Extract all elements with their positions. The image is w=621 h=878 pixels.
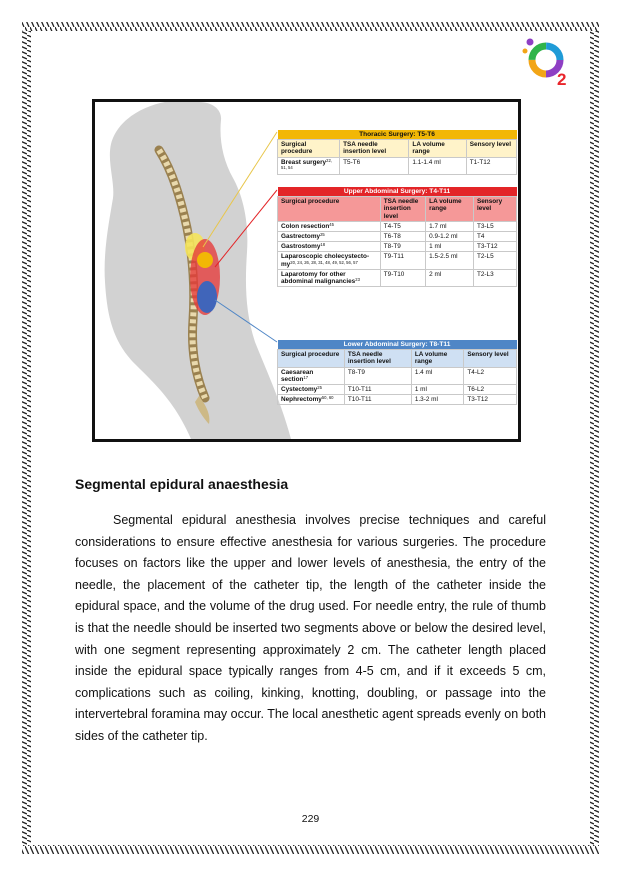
reference-superscript: 25 xyxy=(320,232,325,238)
table-row xyxy=(278,367,517,384)
la-cell: 1.5-2.5 ml xyxy=(426,252,474,269)
table-row xyxy=(278,252,517,269)
procedure-cell: Laparoscopic cholecystecto-my xyxy=(281,253,370,268)
procedure-cell: Laparotomy for other abdominal malignancies xyxy=(281,270,356,286)
tsa-cell: T8-T9 xyxy=(380,242,425,252)
tsa-cell: T5-T6 xyxy=(340,157,409,174)
reference-superscript: 23 xyxy=(355,277,360,283)
header-cell: TSA needle insertion level xyxy=(340,140,409,157)
reference-superscript: 45 xyxy=(329,221,334,227)
la-cell: 1 ml xyxy=(411,385,464,395)
tsa-cell: T8-T9 xyxy=(344,367,411,384)
sensory-cell: T4 xyxy=(473,232,516,242)
sensory-cell: T2-L5 xyxy=(473,252,516,269)
header-cell: Surgical procedure xyxy=(278,140,340,157)
header-cell: TSA needle insertion level xyxy=(344,350,411,367)
sensory-cell: T4-L2 xyxy=(464,367,517,384)
upper-table-title: Upper Abdominal Surgery: T4-T11 xyxy=(278,187,517,197)
procedure-cell: Colon resection xyxy=(281,222,330,230)
o2-logo xyxy=(522,36,578,88)
section-heading: Segmental epidural anaesthesia xyxy=(75,476,289,492)
table-row xyxy=(278,242,517,252)
reference-superscript: 18 xyxy=(320,242,326,248)
la-cell: 1 ml xyxy=(426,242,474,252)
table-row xyxy=(278,395,517,405)
header-cell: Surgical procedure xyxy=(278,350,345,367)
reference-superscript: 50, 60 xyxy=(321,395,334,401)
la-cell: 1.1-1.4 ml xyxy=(409,157,466,174)
header-cell: Surgical procedure xyxy=(278,197,381,222)
table-row xyxy=(278,221,517,231)
procedure-cell: Caesarean section xyxy=(281,368,314,383)
tsa-cell: T9-T11 xyxy=(380,252,425,269)
table-row xyxy=(278,385,517,395)
la-cell: 1.4 ml xyxy=(411,367,464,384)
la-cell: 0.9-1.2 ml xyxy=(426,232,474,242)
la-cell: 1.7 ml xyxy=(426,221,474,231)
sensory-cell: T1-T12 xyxy=(466,157,516,174)
table-row xyxy=(278,232,517,242)
tsa-cell: T10-T11 xyxy=(344,385,411,395)
thoracic-table xyxy=(277,130,517,175)
lower-abdominal-table xyxy=(277,340,517,405)
table-row xyxy=(278,157,517,174)
header-cell: TSA needle insertion level xyxy=(380,197,425,222)
la-cell: 2 ml xyxy=(426,269,474,286)
tsa-cell: T4-T5 xyxy=(380,221,425,231)
thoracic-table-title: Thoracic Surgery: T5-T6 xyxy=(278,130,517,140)
tsa-cell: T9-T10 xyxy=(380,269,425,286)
spine-figure xyxy=(92,99,521,442)
tsa-cell: T10-T11 xyxy=(344,395,411,405)
reference-superscript: 22, 51, 54 xyxy=(281,157,332,170)
reference-superscript: 25 xyxy=(317,385,322,391)
header-cell: LA volume range xyxy=(411,350,464,367)
header-cell: Sensory level xyxy=(464,350,517,367)
procedure-cell: Nephrectomy xyxy=(281,396,322,404)
page-number: 229 xyxy=(301,813,320,825)
sensory-cell: T2-L3 xyxy=(473,269,516,286)
header-cell: Sensory level xyxy=(466,140,516,157)
sensory-cell: T3-T12 xyxy=(473,242,516,252)
sensory-cell: T3-L5 xyxy=(473,221,516,231)
header-cell: LA volume range xyxy=(409,140,466,157)
la-cell: 1.3-2 ml xyxy=(411,395,464,405)
body-paragraph: Segmental epidural anesthesia involves precise techniques and careful considerations to ensure effective anesthesia for various surgeries. The procedure focuses on factors like the upper and lower levels of anesthesia, the entry of the needle, the placement of the catheter tip, the length of the catheter inside the epidural space, and the volume of the drug used. For needle entry, the rule of thumb is that the needle should be inserted two segments above or below the desired level, with one segment representing approximately 2 cm. The catheter length placed inside the epidural space typically ranges from 4-5 cm, and if it exceeds 5 cm, complications such as coiling, kinking, knotting, doubling, or passage into the intervertebral foramina may occur. The local anesthetic agent spreads evenly on both sides of the catheter tip. xyxy=(75,513,546,743)
procedure-cell: Cystectomy xyxy=(281,386,318,394)
header-cell: LA volume range xyxy=(426,197,474,222)
sensory-cell: T3-T12 xyxy=(464,395,517,405)
lower-table-title: Lower Abdominal Surgery: T8-T11 xyxy=(278,340,517,350)
procedure-cell: Gastrectomy xyxy=(281,233,321,241)
procedure-cell: Breast surgery xyxy=(281,158,327,166)
reference-superscript: 17 xyxy=(303,374,309,380)
reference-superscript: 20, 24, 26, 28, 31, 48, 49, 52, 56, 57 xyxy=(290,259,358,265)
procedure-cell: Gastrostomy xyxy=(281,243,321,251)
svg-text:2: 2 xyxy=(557,70,567,88)
upper-abdominal-table xyxy=(277,187,517,287)
tsa-cell: T6-T8 xyxy=(380,232,425,242)
sensory-cell: T6-L2 xyxy=(464,385,517,395)
header-cell: Sensory level xyxy=(473,197,516,222)
table-row xyxy=(278,269,517,286)
